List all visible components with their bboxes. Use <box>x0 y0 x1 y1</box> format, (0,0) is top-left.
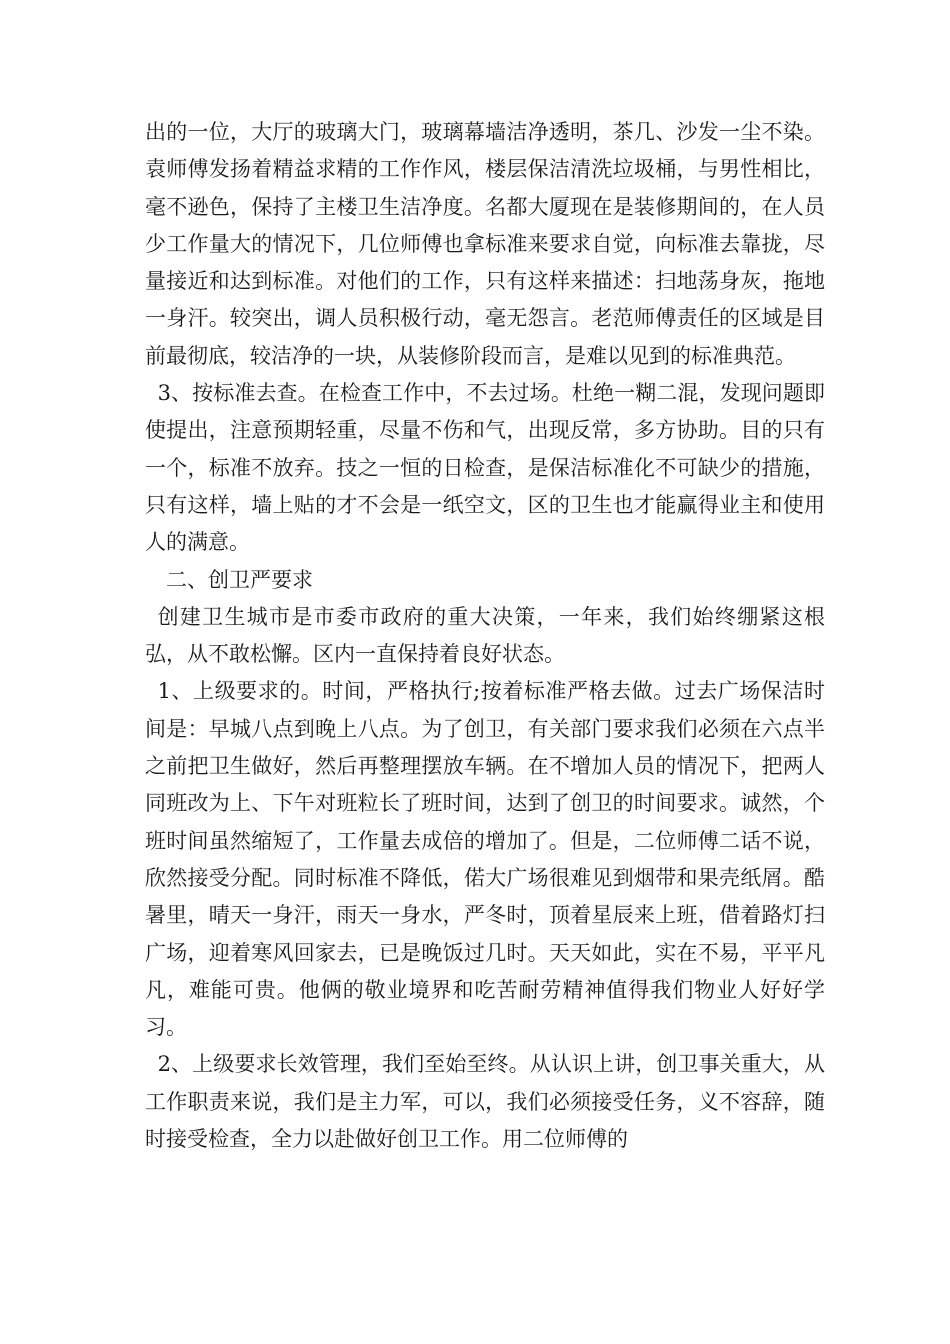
paragraph-2: 3、按标准去查。在检查工作中，不去过场。杜绝一糊二混，发现问题即使提出，注意预期轻重，尽量不伤和气，出现反常，多方协助。目的只有一个，标准不放弃。技之一恒的日检查，是保洁标准化不可缺少的措施，只有这样，墙上贴的才不会是一纸空文，区的卫生也才能赢得业主和使用人的满意。 <box>145 381 825 555</box>
paragraph-5: 2、上级要求长效管理，我们至始至终。从认识上讲，创卫事关重大，从工作职责来说，我们是主力军，可以，我们必须接受任务，义不容辞，随时接受检查，全力以赴做好创卫工作。用二位师傅的 <box>145 1052 825 1152</box>
paragraph-1: 出的一位，大厅的玻璃大门，玻璃幕墙洁净透明，茶几、沙发一尘不染。袁师傅发扬着精益求精的工作作风，楼层保洁清洗垃圾桶，与男性相比，毫不逊色，保持了主楼卫生洁净度。名都大厦现在是装修期间的，在人员少工作量大的情况下，几位师傅也拿标准来要求自觉，向标准去靠拢，尽量接近和达到标准。对他们的工作，只有这样来描述：扫地荡身灰，拖地一身汗。较突出，调人员积极行动，毫无怨言。老范师傅责任的区域是目前最彻底，较洁净的一块，从装修阶段而言，是难以见到的标准典范。 <box>145 120 825 368</box>
paragraph-3: 创建卫生城市是市委市政府的重大决策，一年来，我们始终绷紧这根弘，从不敢松懈。区内一直保持着良好状态。 <box>145 604 825 667</box>
paragraph-4: 1、上级要求的。时间，严格执行;按着标准严格去做。过去广场保洁时间是：早城八点到晚上八点。为了创卫，有关部门要求我们必须在六点半之前把卫生做好，然后再整理摆放车辆。在不增加人员的情况下，把两人同班改为上、下午对班粒长了班时间，达到了创卫的时间要求。诚然，个班时间虽然缩短了，工作量去成倍的增加了。但是，二位师傅二话不说，欣然接受分配。同时标准不降低，偌大广场很难见到烟带和果壳纸屑。酷暑里，晴天一身汗，雨天一身水，严冬时，顶着星辰来上班，借着路灯扫广场，迎着寒风回家去，已是晚饭过几时。天天如此，实在不易，平平凡凡，难能可贵。他俩的敬业境界和吃苦耐劳精神值得我们物业人好好学习。 <box>145 679 825 1040</box>
section-heading: 二、创卫严要求 <box>166 567 313 592</box>
document-page <box>145 114 825 1158</box>
